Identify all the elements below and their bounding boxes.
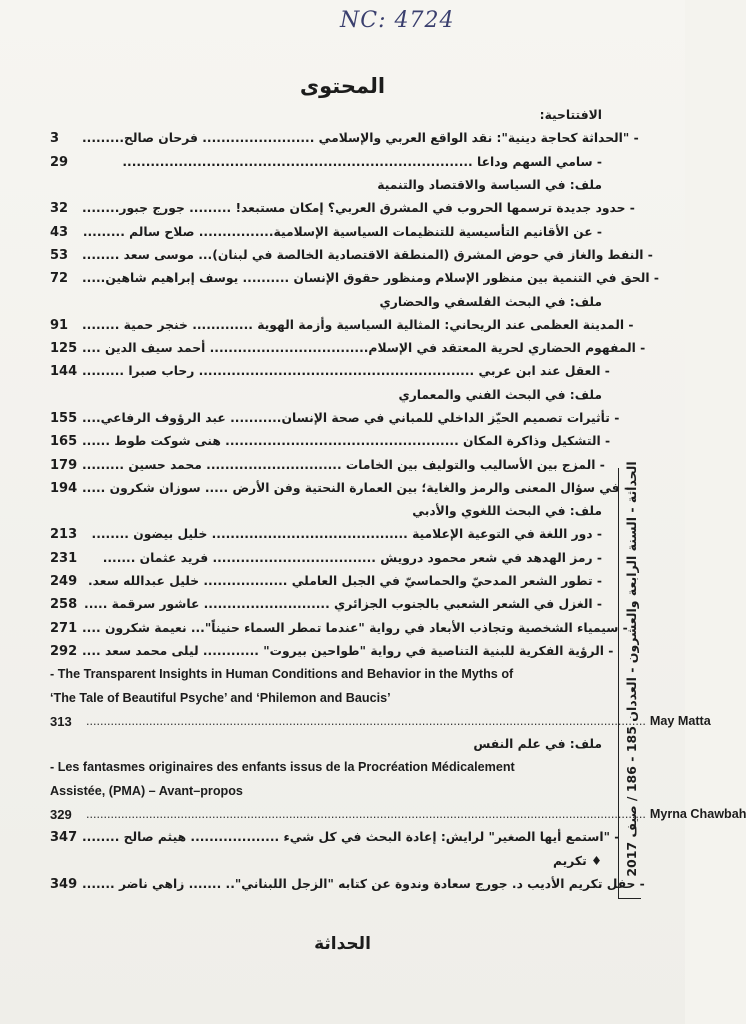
toc-entry-title: - المزج بين الأساليب والتوليف بين الخامات ............................. محمد حسين ......... <box>82 457 605 472</box>
toc-entry <box>50 244 653 267</box>
toc-page-number: 144 <box>50 364 78 380</box>
toc-page-number: 125 <box>50 341 78 357</box>
toc-latin-title: Assistée, (PMA) – Avant–propos <box>50 783 243 798</box>
toc-section-heading: ملف: في السياسة والاقتصاد والتنمية <box>377 178 602 193</box>
toc-author: Myrna Chawbah <box>649 807 746 822</box>
toc-page-number: 179 <box>50 457 78 473</box>
toc-page-number: 155 <box>50 411 78 426</box>
toc-entry <box>50 826 620 849</box>
toc-entry <box>50 617 628 640</box>
toc-entry-title: - النفط والغاز في حوض المشرق (المنطقة الاقتصادية الخالصة في لبنان)... موسى سعد ........ <box>82 247 653 262</box>
leader-dots: ................................................................................................................................................................ <box>86 807 646 822</box>
toc-section-heading: ملف: في البحث اللغوي والأدبي <box>412 504 602 519</box>
toc-section-heading: ملف: في البحث الفلسفي والحضاري <box>379 294 602 309</box>
toc-entry <box>50 640 614 663</box>
toc-entry <box>50 360 610 383</box>
toc-entry-title: - تأثيرات تصميم الحيّز الداخلي للمباني في صحة الإنسان........... عبد الرؤوف الرفاعي.... <box>82 411 620 425</box>
toc-entry <box>50 873 645 896</box>
toc-page-number: 72 <box>50 271 69 287</box>
toc-entry <box>50 523 602 546</box>
toc-entry-title: - تطور الشعر المدحيّ والحماسيّ في الجبل العاملي .................. خليل عبدالله سعد. <box>88 574 602 589</box>
toc-entry-title: - الغزل في الشعر الشعبي بالجنوب الجزائري ........................... عاشور سرقمة ..... <box>84 597 602 612</box>
toc-entry-title: - حفل تكريم الأديب د. جورج سعادة وندوة عن كتابه "الزجل اللبناني".. ....... زاهي ناضر ....... <box>82 876 645 891</box>
toc-entry <box>50 151 602 174</box>
toc-page-number: 313 <box>50 713 72 729</box>
toc-page-number: 258 <box>50 597 78 613</box>
toc-page-number: 53 <box>50 247 69 263</box>
toc-entry-title: - المدينة العظمى عند الريحاني: المثالية السياسية وأزمة الهوية ............. خنجر حمية ........ <box>82 317 634 332</box>
toc-latin-title: - Les fantasmes originaires des enfants issus de la Procréation Médicalement <box>50 760 515 775</box>
toc-page-number: 3 <box>50 131 60 147</box>
toc-entry-title: - سيمياء الشخصية وتجاذب الأبعاد في رواية "عندما تمطر السماء حنيناً"... نعيمة شكرون .... <box>82 620 628 635</box>
toc-section-heading: ملف: في البحث الفني والمعماري <box>398 387 602 402</box>
toc-entry <box>50 430 611 453</box>
leader-dots: ................................................................................................................................................................ <box>86 713 646 728</box>
toc-entry <box>50 337 646 360</box>
page-title: المحتوى <box>299 74 386 98</box>
toc-entry <box>50 267 659 290</box>
toc-entry-title: - "استمع أيها الصغير" لرايش: إعادة البحث في كل شيء ................... هيثم صالح ........ <box>82 830 620 845</box>
catalog-stamp: NC: 4724 <box>340 8 455 33</box>
toc-page-number: 329 <box>50 807 72 823</box>
toc-entry-title: - عن الأقانيم التأسيسية للتنظيمات السياسية الإسلامية................ صلاح سالم ......... <box>82 224 602 239</box>
toc-latin-title: ‘The Tale of Beautiful Psyche’ and ‘Philemon and Baucis’ <box>50 690 391 705</box>
toc-entry <box>50 453 605 476</box>
toc-entry-title: - "الحداثة كحاجة دينية": نقد الواقع العربي والإسلامي ........................ فرحان صالح......... <box>82 131 639 146</box>
toc-entry-title: - حدود جديدة ترسمها الحروب في المشرق العربي؟ إمكان مستبعد! ......... جورج جبور........ <box>82 201 635 216</box>
toc-page-number: 43 <box>50 224 69 240</box>
toc-entry <box>50 477 630 500</box>
toc-entry <box>50 220 602 243</box>
toc-entry-title: - دور اللغة في التوعية الإعلامية .......................................... خليل بيضون ........ <box>91 527 602 542</box>
toc-entry <box>50 593 602 616</box>
toc-author: May Matta <box>649 713 711 728</box>
toc-entry-title: - رمز الهدهد في شعر محمود درويش ................................... فريد عثمان ....... <box>102 550 602 565</box>
toc-entry-title: - الرؤية الفكرية للبنية التناصية في رواية "طواحين بيروت" ............ ليلى محمد سعد .... <box>82 643 614 658</box>
toc-entry-title: - الحق في التنمية بين منظور الإسلام ومنظور حقوق الإنسان .......... يوسف إبراهيم شاهين..... <box>82 271 659 286</box>
toc-page-number: 32 <box>50 201 69 217</box>
toc-page-number: 292 <box>50 643 78 659</box>
spine-caption: الحداثة - السنة الرابعة والعشرون - العددان 185 - 186 / صيف 2017 <box>624 461 639 877</box>
toc-entry-title: - في سؤال المعنى والرمز والغاية؛ بين العمارة النحتية وفن الأرض ..... سوزان شكرون ..... <box>82 480 630 495</box>
toc-page-number: 231 <box>50 550 78 566</box>
toc-latin-author-line <box>50 803 746 826</box>
toc-entry <box>50 407 620 430</box>
toc-page-number: 271 <box>50 620 78 636</box>
toc-entry <box>50 547 602 570</box>
toc-entry-title: - المفهوم الحضاري لحرية المعتقد في الإسلام.................................. أحمد سيف الدين .... <box>82 341 646 356</box>
toc-entry <box>50 197 635 220</box>
toc-page-number: 29 <box>50 154 69 170</box>
toc-entry <box>50 570 602 593</box>
toc-page-number: 347 <box>50 830 78 846</box>
toc-section-heading: الافتتاحية: <box>539 108 602 123</box>
toc-page-number: 213 <box>50 527 78 543</box>
page-footer: الحداثة <box>314 934 371 954</box>
toc-page-number: 165 <box>50 434 78 450</box>
toc-latin-title: - The Transparent Insights in Human Conditions and Behavior in the Myths of <box>50 667 514 682</box>
toc-latin-author-line <box>50 710 711 733</box>
toc-page-number: 194 <box>50 480 78 496</box>
toc-entry-title: - التشكيل وذاكرة المكان .................................................. هنى شوكت طوط ...... <box>82 434 611 449</box>
toc-page-number: 91 <box>50 317 69 333</box>
toc-entry <box>50 314 634 337</box>
toc-entry-title: - سامي السهم وداعا ........................................................................... <box>122 154 602 169</box>
toc-entry <box>50 127 639 150</box>
toc-page-number: 249 <box>50 574 78 590</box>
toc-section-heading: ملف: في علم النفس <box>473 737 602 752</box>
toc-bullet-heading: ♦ تكريم <box>553 853 602 868</box>
toc-entry-title: - العقل عند ابن عربي ........................................................... رحاب صبرا ......... <box>82 364 610 379</box>
toc-page-number: 349 <box>50 876 78 892</box>
